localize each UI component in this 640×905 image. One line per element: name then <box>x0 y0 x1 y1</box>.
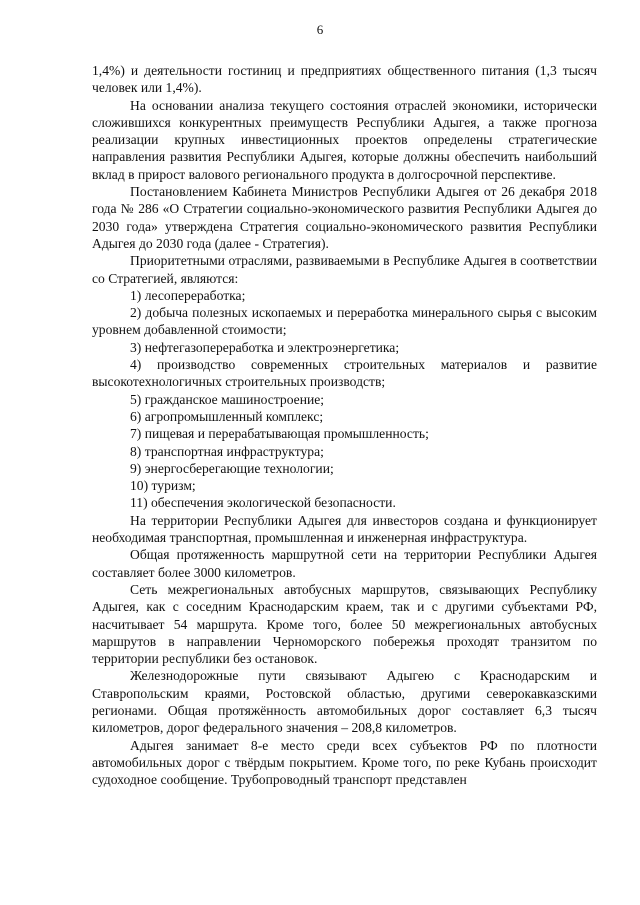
list-item: 8) транспортная инфраструктура; <box>130 443 324 459</box>
list-item: 10) туризм; <box>130 478 196 494</box>
page-number: 6 <box>316 22 324 37</box>
paragraph-continuation: 1,4%) и деятельности гостиниц и предприятиях общественного питания (1,3 тысяч человек или 1,4%). <box>92 63 597 96</box>
paragraph: Общая протяженность маршрутной сети на территории Республики Адыгея составляет более 3000 километров. <box>92 547 597 580</box>
paragraph: На территории Республики Адыгея для инвесторов создана и функционирует необходимая транспортная, промышленная и инженерная инфраструктура. <box>92 512 597 546</box>
list-item: 3) нефтегазопереработка и электроэнергетика; <box>130 339 400 355</box>
list-item: 7) пищевая и перерабатывающая промышленность; <box>130 426 429 442</box>
paragraph: Приоритетными отраслями, развиваемыми в Республике Адыгея в соответствии со Стратегией, являются: <box>92 253 597 286</box>
list-item: 9) энергосберегающие технологии; <box>130 460 334 476</box>
list-item: 11) обеспечения экологической безопасности. <box>130 495 396 511</box>
list-item: 1) лесопереработка; <box>130 287 246 303</box>
paragraph: Постановлением Кабинета Министров Республики Адыгея от 26 декабря 2018 года № 286 «О Стратегии социально-экономического развития Республики Адыгея до 2030 года» утверждена Стратегия социально-экономического развития Республики Адыгея до 2030 года (далее - Стратегия). <box>92 184 597 251</box>
paragraph: Железнодорожные пути связывают Адыгею с Краснодарским и Ставропольским краями, Ростовской областью, другими северокавказскими регионами. Общая протяжённость автомобильных дорог составляет 6,3 тысяч километров, дорог федерального значения – 208,8 километров. <box>92 668 597 736</box>
paragraph: Сеть межрегиональных автобусных маршрутов, связывающих Республику Адыгея, как с соседним Краснодарским краем, так и с другими субъектами РФ, насчитывает 54 маршрута. Кроме того, более 50 межрегиональных автобусных маршрутов в направлении Черноморского побережья проходят транзитом по территории республики без остановок. <box>92 581 597 667</box>
list-item: 4) производство современных строительных материалов и развитие высокотехнологичных строительных производств; <box>92 357 597 390</box>
list-item: 2) добыча полезных ископаемых и переработка минерального сырья с высоким уровнем добавленной стоимости; <box>92 305 597 338</box>
list-item: 5) гражданское машиностроение; <box>130 391 325 407</box>
body-text <box>92 62 597 788</box>
list-item: 6) агропромышленный комплекс; <box>130 408 324 424</box>
paragraph: На основании анализа текущего состояния отраслей экономики, исторически сложившихся конкурентных преимуществ Республики Адыгея, а также прогноза реализации крупных инвестиционных проектов определены стратегические направления развития Республики Адыгея, которые должны обеспечить наибольший вклад в прирост валового регионального продукта в долгосрочной перспективе. <box>92 97 597 182</box>
paragraph: Адыгея занимает 8-е место среди всех субъектов РФ по плотности автомобильных дорог с твёрдым покрытием. Кроме того, по реке Кубань происходит судоходное сообщение. Трубопроводный транспорт представлен <box>92 737 597 788</box>
